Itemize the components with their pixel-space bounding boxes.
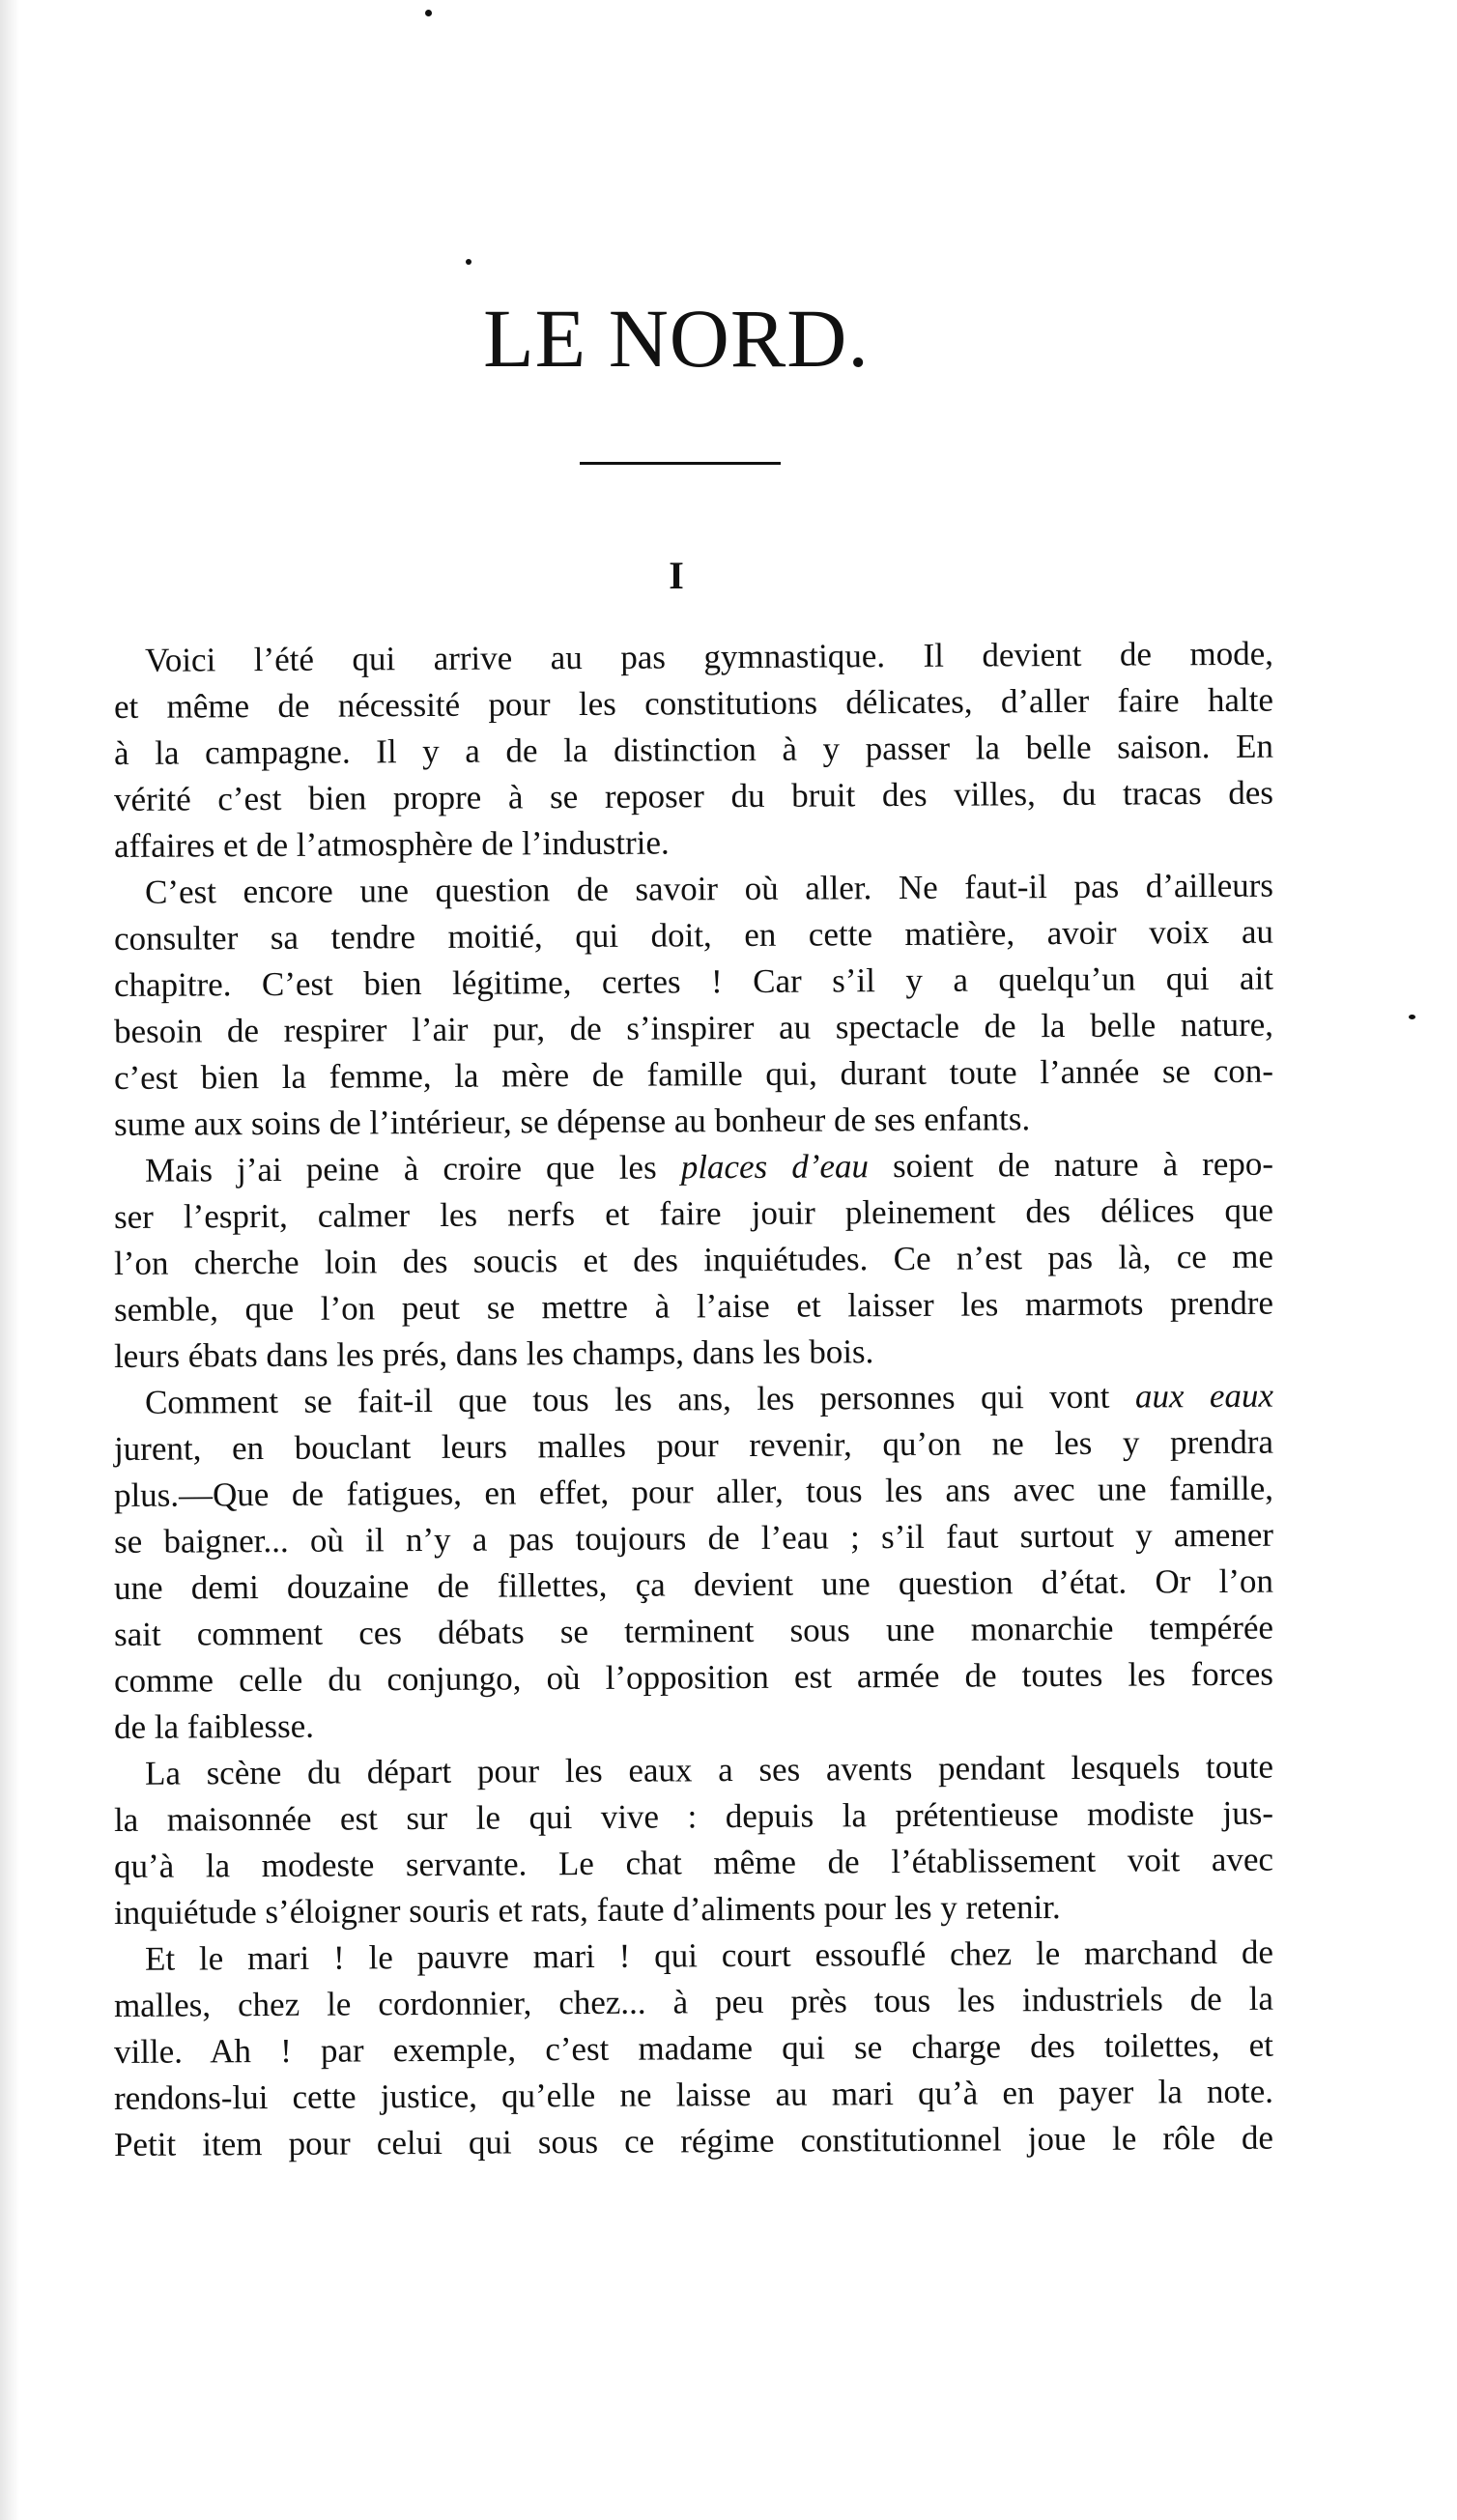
text-line: C’est encore une question de savoir où aller. Ne faut-il pas d’ailleurs — [144, 866, 1274, 911]
text-run: Mais j’ai peine à croire que les — [144, 1148, 657, 1189]
text-line: ville. Ah ! par exemple, c’est madame qui se charge des toilettes, et — [113, 2025, 1274, 2071]
text-line: plus.—Que de fatigues, en effet, pour aller, tous les ans avec une famille, — [113, 1469, 1274, 1514]
text-line: semble, que l’on peut se mettre à l’aise et laisser les marmots prendre — [113, 1283, 1274, 1329]
text-line: Voici l’été qui arrive au pas gymnastique. Il devient de mode, — [144, 634, 1274, 679]
text-line: de la faiblesse. — [113, 1706, 315, 1746]
ink-speck — [425, 10, 432, 16]
text-line: vérité c’est bien propre à se reposer du bruit des villes, du tracas des — [113, 773, 1274, 818]
text-line: besoin de respirer l’air pur, de s’inspirer au spectacle de la belle nature, — [113, 1005, 1274, 1050]
text-line: se baigner... où il n’y a pas toujours de l’eau ; s’il faut surtout y amener — [113, 1515, 1274, 1561]
text-run: Comment se fait-il que tous les ans, les personnes qui vont — [144, 1377, 1110, 1421]
body-text — [113, 634, 1274, 2168]
text-line — [114, 1373, 1273, 1426]
text-line: leurs ébats dans les prés, dans les champs, dans les bois. — [113, 1332, 874, 1375]
text-line: qu’à la modeste servante. Le chat même de l’établissement voit avec — [113, 1840, 1274, 1885]
text-line: consulter sa tendre moitié, qui doit, en cette matière, avoir voix au — [113, 912, 1274, 958]
text-line: rendons-lui cette justice, qu’elle ne laisse au mari qu’à en payer la note. — [113, 2072, 1274, 2117]
ink-speck — [1409, 1015, 1415, 1019]
chapter-title: LE NORD. — [483, 292, 870, 385]
text-line: Et le mari ! le pauvre mari ! qui court essouflé chez le marchand de — [144, 1933, 1274, 1978]
text-line: c’est bien la femme, la mère de famille qui, durant toute l’année se con- — [113, 1051, 1274, 1097]
text-line — [114, 1141, 1273, 1194]
text-line: l’on cherche loin des soucis et des inquiétudes. Ce n’est pas là, ce me — [113, 1237, 1274, 1282]
paragraph — [113, 634, 1274, 870]
text-line: et même de nécessité pour les constitutions délicates, d’aller faire halte — [113, 680, 1274, 726]
text-line: ser l’esprit, calmer les nerfs et faire jouir pleinement des délices que — [113, 1190, 1274, 1236]
text-line: jurent, en bouclant leurs malles pour revenir, qu’on ne les y prendra — [113, 1422, 1274, 1468]
text-line: sait comment ces débats se terminent sous une monarchie tempérée — [113, 1608, 1274, 1653]
text-line: Petit item pour celui qui sous ce régime constitutionnel joue le rôle de — [113, 2118, 1274, 2163]
paragraph — [113, 1144, 1274, 1380]
text-line: la maisonnée est sur le qui vive : depuis la prétentieuse modiste jus- — [113, 1793, 1274, 1839]
ink-speck — [466, 259, 471, 265]
text-line: affaires et de l’atmosphère de l’industrie. — [113, 823, 670, 865]
text-line: sume aux soins de l’intérieur, se dépense au bonheur de ses enfants. — [113, 1100, 1031, 1143]
italic-phrase: places d’eau — [680, 1147, 870, 1187]
paragraph — [113, 866, 1274, 1148]
text-line: comme celle du conjungo, où l’opposition est armée de toutes les forces — [113, 1654, 1274, 1700]
title-rule — [580, 462, 781, 465]
paragraph — [113, 1933, 1274, 2168]
section-number: I — [669, 554, 684, 597]
text-line: chapitre. C’est bien légitime, certes ! Car s’il y a quelqu’un qui ait — [113, 959, 1274, 1004]
text-line: malles, chez le cordonnier, chez... à peu près tous les industriels de la — [113, 1979, 1274, 2024]
text-line: à la campagne. Il y a de la distinction à y passer la belle saison. En — [113, 727, 1274, 772]
italic-phrase: aux eaux — [1134, 1376, 1274, 1416]
paragraph — [113, 1376, 1274, 1751]
text-line: inquiétude s’éloigner souris et rats, faute d’aliments pour les y retenir. — [113, 1888, 1061, 1932]
text-run: soient de nature à repo- — [892, 1144, 1274, 1186]
text-line: La scène du départ pour les eaux a ses avents pendant lesquels toute — [144, 1747, 1274, 1792]
paragraph — [113, 1747, 1274, 1936]
text-line: une demi douzaine de fillettes, ça devient une question d’état. Or l’on — [113, 1561, 1274, 1607]
